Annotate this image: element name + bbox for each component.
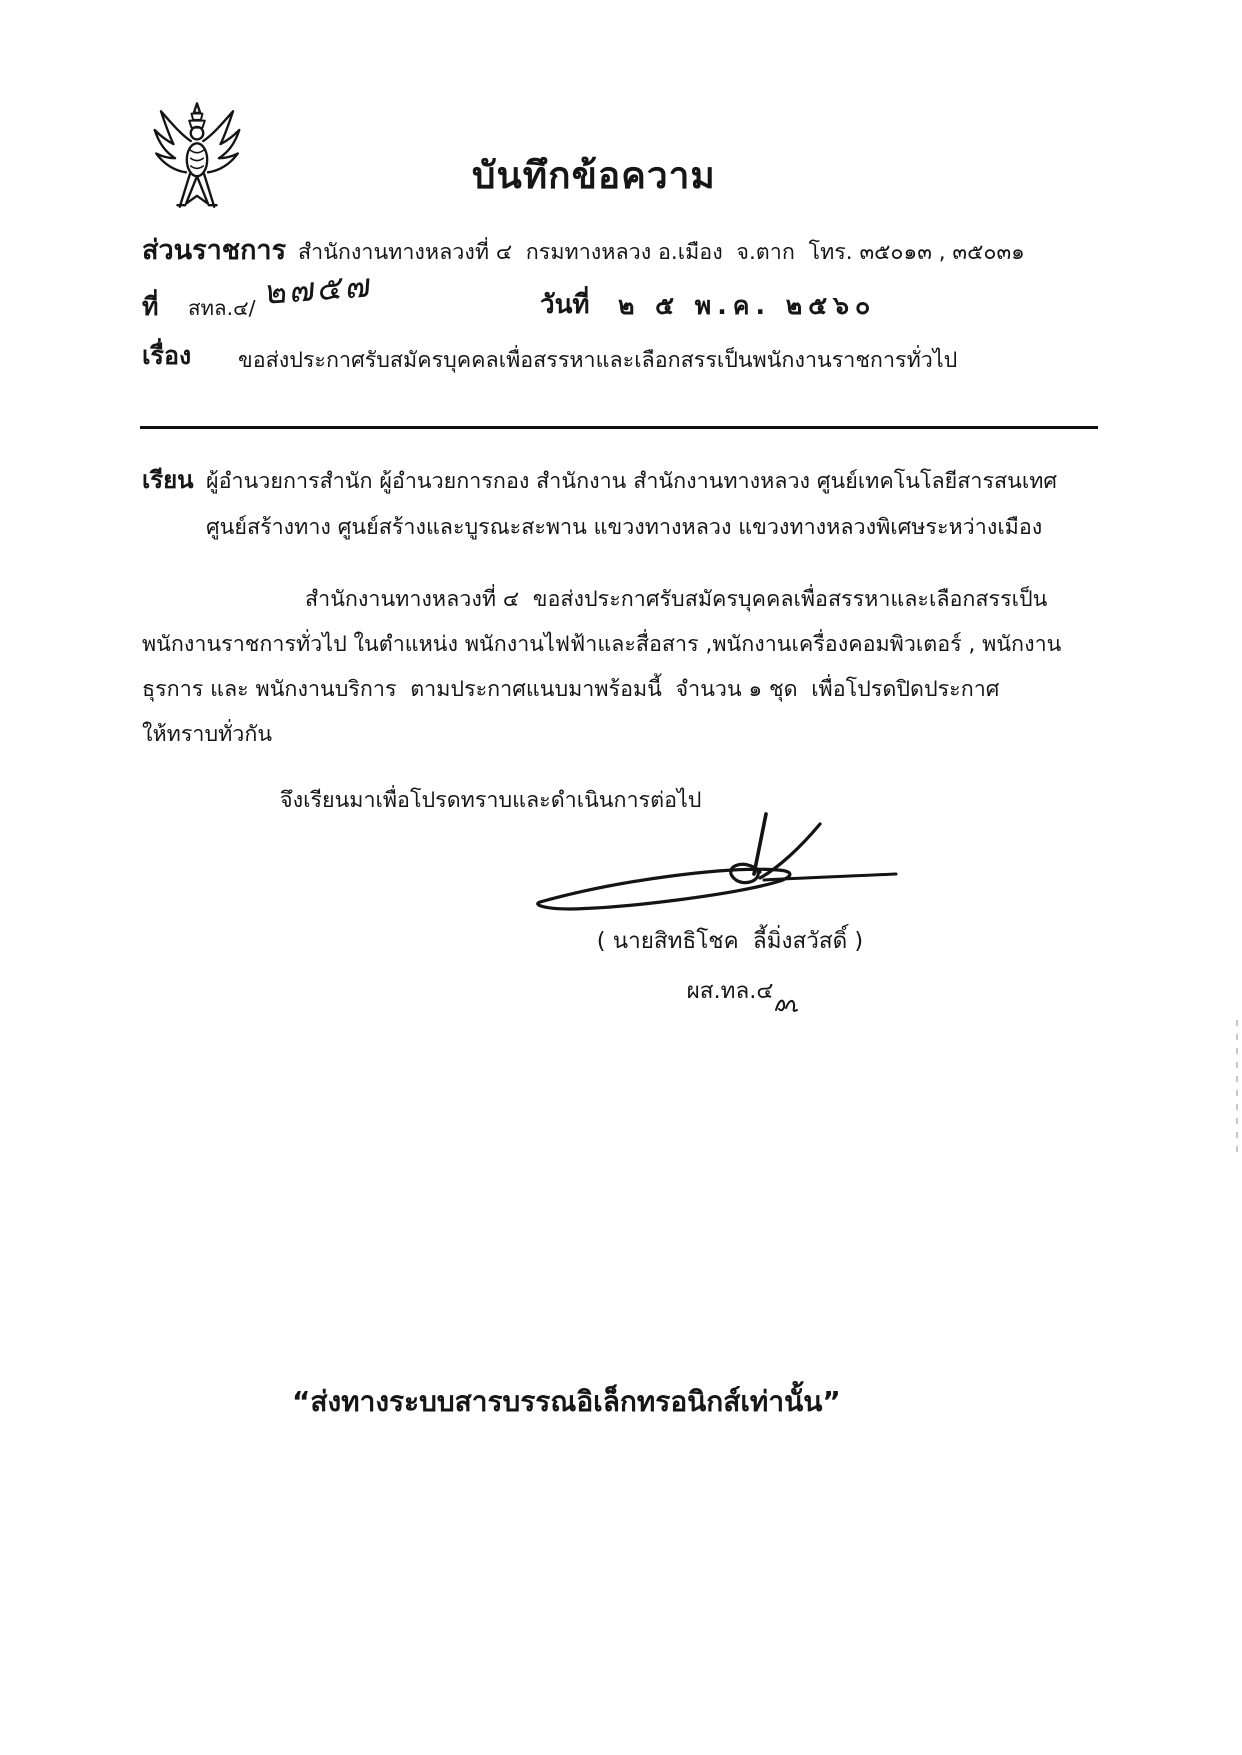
doc-number-handwritten: ๒๗๕๗ xyxy=(264,265,376,312)
recipient-line-2: ศูนย์สร้างทาง ศูนย์สร้างและบูรณะสะพาน แขวงทางหลวง แขวงทางหลวงพิเศษระหว่างเมือง xyxy=(206,515,1043,540)
body-line-2: พนักงานราชการทั่วไป ในตำแหน่ง พนักงานไฟฟ้าและสื่อสาร ,พนักงานเครื่องคอมพิวเตอร์ , พนักงาน xyxy=(142,632,1062,657)
date-label: วันที่ xyxy=(540,290,590,320)
footer-note: “ส่งทางระบบสารบรรณอิเล็กทรอนิกส์เท่านั้น” xyxy=(292,1385,841,1418)
date-stamp: ๒ ๕ พ.ค. ๒๕๖๐ xyxy=(618,291,877,320)
signature-block xyxy=(520,922,940,1008)
initial-mark-icon xyxy=(773,992,799,1022)
agency-value: สำนักงานทางหลวงที่ ๔ กรมทางหลวง อ.เมือง จ.ตาก โทร. ๓๕๐๑๓ , ๓๕๐๓๑ xyxy=(298,240,1025,265)
garuda-emblem-icon xyxy=(150,100,244,218)
recipient-label: เรียน xyxy=(142,466,194,494)
header-divider xyxy=(140,426,1098,429)
doc-number-label: ที่ xyxy=(142,292,159,321)
closing-line: จึงเรียนมาเพื่อโปรดทราบและดำเนินการต่อไป xyxy=(280,788,702,813)
body-line-1: สำนักงานทางหลวงที่ ๔ ขอส่งประกาศรับสมัครบุคคลเพื่อสรรหาและเลือกสรรเป็น xyxy=(305,587,1048,612)
recipient-line-1: ผู้อำนวยการสำนัก ผู้อำนวยการกอง สำนักงาน สำนักงานทางหลวง ศูนย์เทคโนโลยีสารสนเทศ xyxy=(206,469,1058,494)
signer-position xyxy=(687,972,774,1008)
doc-number-prefix: สทล.๔/ xyxy=(188,296,256,320)
subject-label: เรื่อง xyxy=(142,341,192,370)
subject-value: ขอส่งประกาศรับสมัครบุคคลเพื่อสรรหาและเลือกสรรเป็นพนักงานราชการทั่วไป xyxy=(238,348,958,373)
signature-icon xyxy=(528,810,906,918)
body-line-3: ธุรการ และ พนักงานบริการ ตามประกาศแนบมาพร้อมนี้ จำนวน ๑ ชุด เพื่อโปรดปิดประกาศ xyxy=(142,677,1000,702)
agency-label: ส่วนราชการ xyxy=(142,235,287,266)
scan-artifact xyxy=(1236,1020,1238,1155)
page-title: บันทึกข้อความ xyxy=(472,154,716,197)
signer-name: ( นายสิทธิโชค ลี้มิ่งสวัสดิ์ ) xyxy=(596,928,864,954)
body-line-4: ให้ทราบทั่วกัน xyxy=(142,722,273,747)
signer-position-text: ผส.ทล.๔ xyxy=(686,978,774,1004)
